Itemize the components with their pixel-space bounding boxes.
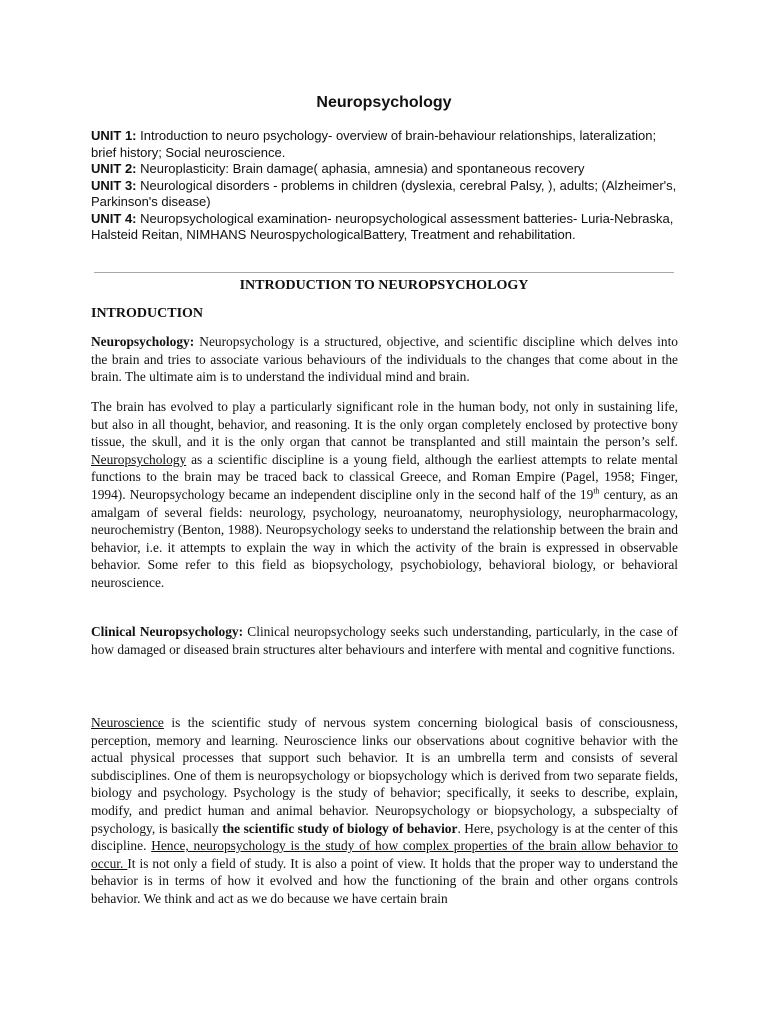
- document-title: Neuropsychology: [316, 94, 452, 111]
- bold-phrase: the scientific study of biology of behavior: [222, 820, 458, 836]
- term-label: Clinical Neuropsychology:: [91, 624, 244, 639]
- unit-2: [91, 161, 681, 178]
- unit-4: [91, 211, 681, 244]
- paragraph-neuropsychology: [91, 333, 678, 386]
- superscript-th: th: [593, 486, 600, 496]
- horizontal-divider: [94, 272, 674, 273]
- paragraph-text: It is not only a field of study. It is also a point of view. It holds that the proper way to understand the behavior is in terms of how it evolved and how the functioning of the brain and other organs controls behavior. We think and act as we do because we have certain brain: [91, 855, 679, 906]
- unit-label: UNIT 4:: [91, 210, 137, 226]
- paragraph-text: Clinical neuropsychology seeks such understanding, particularly, in the case of how damaged or diseased brain structures alter behaviours and interfere with mental and cognitive functions.: [91, 624, 678, 657]
- unit-label: UNIT 1:: [91, 128, 137, 143]
- unit-label: UNIT 3:: [91, 177, 137, 193]
- paragraph-text: . Here, psychology is at the center of this discipline.: [91, 820, 678, 854]
- unit-1: [91, 128, 681, 161]
- unit-text: Neuroplasticity: Brain damage( aphasia, amnesia) and spontaneous recovery: [136, 161, 585, 176]
- section-heading: INTRODUCTION TO NEUROPSYCHOLOGY: [239, 278, 529, 293]
- unit-text: Neurological disorders - problems in children (dyslexia, cerebral Palsy, ), adults; (Alzheimer's, Parkinson's disease): [91, 177, 677, 209]
- unit-label: UNIT 2:: [91, 161, 137, 176]
- term-label: Neuropsychology:: [91, 334, 195, 349]
- unit-list: [91, 128, 681, 244]
- paragraph-text: Neuropsychology is a structured, objective, and scientific discipline which delves into the brain and tries to associate various behaviours of the individuals to the changes that come about in the brain. The ultimate aim is to understand the individual mind and brain.: [91, 334, 678, 385]
- underlined-phrase: Hence, neuropsychology is the study of how complex properties of the brain allow behavior to occur.: [91, 838, 678, 871]
- paragraph-text: The brain has evolved to play a particularly significant role in the human body, not only in sustaining life, but also in all thought, behavior, and reasoning. It is the only organ completely enclosed by protective bony tissue, the skull, and it is the only organ that cannot be transplanted and still maintain the person’s self.: [91, 399, 678, 450]
- paragraph-neuroscience: [91, 714, 678, 908]
- unit-3: [91, 178, 681, 211]
- sub-heading: INTRODUCTION: [91, 306, 204, 321]
- paragraph-clinical-neuropsychology: [91, 623, 678, 658]
- paragraph-text: is the scientific study of nervous system concerning biological basis of consciousness, perception, memory and learning. Neuroscience links our observations about cognitive behavior with the actual physical processes that support such behavior. It is an umbrella term and consists of several subdisciplines. One of them is neuropsychology or biopsychology which is derived from two separate fields, biology and psychology. Psychology is the study of behavior; specifically, it seeks to describe, explain, modify, and predict human and animal behavior. Neuropsychology or biopsychology, a subspecialty of psychology, is basically: [91, 715, 678, 836]
- unit-text: Introduction to neuro psychology- overview of brain-behaviour relationships, lateralization; brief history; Social neuroscience.: [91, 128, 657, 160]
- paragraph-text: century, as an amalgam of several fields: neurology, psychology, neuroanatomy, neurophysiology, neuropharmacology, neurochemistry (Benton, 1988). Neuropsychology seeks to understand the relationship between the brain and behavior, i.e. it attempts to explain the way in which the activity of the brain is expressed in observable behavior. Some refer to this field as biopsychology, psychobiology, behavioral biology, or behavioral neuroscience.: [91, 486, 678, 590]
- paragraph-text: as a scientific discipline is a young field, although the earliest attempts to relate mental functions to the brain may be traced back to classical Greece, and Roman Empire (Pagel, 1958; Finger, 1994). Neuropsychology became an independent discipline only in the second half of the 19: [91, 451, 678, 502]
- unit-text: Neuropsychological examination- neuropsychological assessment batteries- Luria-Nebraska, Halsteid Reitan, NIMHANS NeurospychologicalBattery, Treatment and rehabilitation.: [91, 210, 674, 242]
- neuropsychology-link[interactable]: Neuropsychology: [91, 451, 187, 467]
- neuroscience-link[interactable]: Neuroscience: [91, 715, 164, 730]
- paragraph-brain-evolution: [91, 398, 678, 592]
